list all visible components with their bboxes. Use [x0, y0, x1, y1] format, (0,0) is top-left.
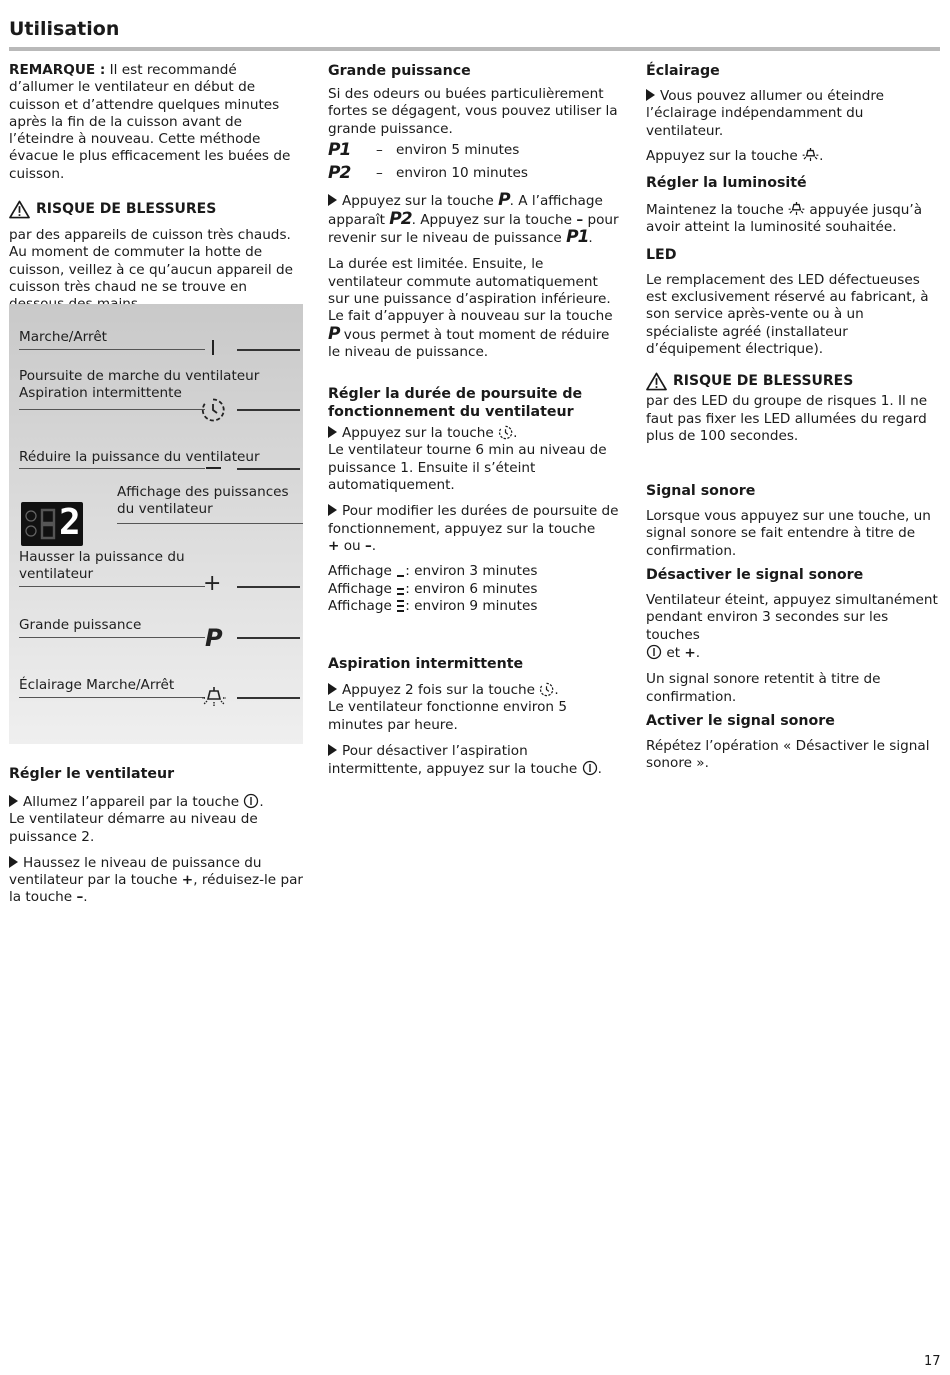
fan-step2-text: Haussez le niveau de puissance du ventilateur par la touche: [9, 854, 262, 889]
text: et: [666, 644, 681, 661]
remark: [9, 62, 305, 183]
minus-key: –: [576, 211, 584, 228]
panel-label-reduce: Réduire la puissance du ventilateur: [19, 449, 260, 465]
panel-label-increase-2: ventilateur: [19, 566, 94, 582]
fan-step-1: [9, 793, 305, 846]
page-number: 17: [924, 1354, 941, 1369]
brightness-title: Régler la luminosité: [646, 175, 807, 192]
runon-step-1: [328, 425, 620, 494]
minus-key: –: [76, 889, 84, 906]
plus-key: +: [328, 537, 340, 554]
p1-text: environ 5 minutes: [396, 141, 520, 158]
leader-line: [19, 409, 205, 410]
power-icon: [212, 340, 214, 355]
interval-step-2: [328, 743, 620, 779]
display-timer-icons: [24, 508, 38, 540]
warning-triangle-icon: [646, 372, 667, 391]
text: Le ventilateur fonctionne environ 5 minutes par heure.: [328, 699, 567, 733]
fan-step2-end: .: [83, 889, 88, 906]
text: Pour désactiver l’aspiration intermittente, appuyez sur la touche: [328, 743, 578, 778]
leader-line: [19, 637, 205, 638]
runon-display-2: [328, 581, 620, 598]
interval-title: Aspiration intermittente: [328, 656, 524, 673]
p2-code: P2: [328, 163, 351, 184]
text: Appuyez sur la touche: [342, 193, 494, 210]
led-title: LED: [646, 246, 677, 263]
power-icon: [243, 793, 259, 809]
boost-p-icon: P: [205, 624, 222, 652]
boost-intro: Si des odeurs ou buées particulièrement fortes se dégagent, vous pouvez utiliser la grande puissance.: [328, 86, 618, 137]
leader-line: [117, 523, 303, 524]
boost-limit: [328, 256, 620, 361]
text: Affichage: [328, 580, 392, 597]
light-step: [646, 88, 940, 140]
power-icon: [582, 760, 598, 776]
remark-text: Il est recommandé d’allumer le ventilateur en début de cuisson et d’attendre quelques minutes après la fin de la cuisson avant de l’éteindre à nouveau. Cette méthode évacue le plus efficacement les buées de cuisson.: [9, 62, 291, 182]
warning-heading: [9, 200, 305, 219]
column-right: [646, 62, 940, 781]
text: Affichage: [328, 597, 392, 614]
warning-text: par des LED du groupe de risques 1. Il ne faut pas fixer les LED allumées du regard plus de 100 secondes.: [646, 393, 928, 444]
fan-step1-end: .: [259, 794, 264, 810]
boost-p-icon: P: [498, 190, 510, 211]
display-ghost-digit: [38, 508, 58, 540]
step-arrow-icon: [328, 683, 337, 695]
minus-key: –: [364, 537, 372, 554]
text: .: [371, 537, 377, 554]
display-bars-2-icon: [396, 582, 405, 596]
column-middle: [328, 62, 620, 788]
text: Le ventilateur tourne 6 min au niveau de puissance 1. Ensuite il s’éteint automatiquement.: [328, 442, 607, 494]
button-line: [237, 697, 300, 699]
p1-code: P1: [328, 139, 351, 160]
warning-triangle-icon: [9, 200, 30, 219]
button-line: [237, 468, 300, 470]
text: .: [597, 761, 602, 778]
text: .: [819, 147, 824, 164]
boost-p-icon: P: [328, 323, 340, 344]
text: . Appuyez sur la touche: [411, 211, 573, 228]
text: Ventilateur éteint, appuyez simultanément pendant environ 3 secondes sur les touches: [646, 592, 938, 643]
sound-off-title: Désactiver le signal sonore: [646, 567, 864, 584]
text: Appuyez 2 fois sur la touche: [342, 682, 536, 699]
fan-step2-text-b: , réduisez-le par la touche: [9, 872, 303, 906]
panel-label-interval: Aspiration intermittente: [19, 385, 182, 401]
runon-display-3: [328, 598, 620, 615]
sound-text: Lorsque vous appuyez sur une touche, un signal sonore se fait entendre à titre de confirmation.: [646, 508, 931, 559]
fan-title: Régler le ventilateur: [9, 766, 175, 782]
text: Vous pouvez allumer ou éteindre l’éclairage indépendamment du ventilateur.: [646, 88, 885, 139]
panel-label-display-2: du ventilateur: [117, 501, 213, 517]
warning-title: RISQUE DE BLESSURES: [673, 373, 854, 390]
leader-line: [19, 468, 205, 469]
display-bars-3-icon: [396, 599, 405, 613]
text: . A l’affichage apparaît: [328, 193, 603, 228]
text: Appuyez sur la touche: [342, 425, 494, 442]
fan-step1-result: Le ventilateur démarre au niveau de puissance 2.: [9, 811, 258, 845]
button-line: [237, 409, 300, 411]
boost-step: [328, 192, 620, 247]
brightness-text: [646, 200, 940, 237]
fan-section: [9, 765, 305, 916]
power-icon: [646, 644, 662, 660]
timer-icon: [498, 425, 513, 440]
fan-level-display: [21, 502, 83, 546]
boost-title: Grande puissance: [328, 63, 471, 79]
panel-label-boost: Grande puissance: [19, 617, 142, 633]
panel-label-light: Éclairage Marche/Arrêt: [19, 677, 175, 693]
step-arrow-icon: [328, 744, 337, 756]
step-arrow-icon: [646, 89, 655, 101]
text: .: [554, 682, 559, 699]
text: ou: [343, 537, 361, 554]
remark-label: REMARQUE :: [9, 62, 106, 78]
warning-heading: [646, 372, 940, 391]
step-arrow-icon: [9, 856, 18, 868]
timer-icon: [539, 682, 554, 697]
boost-p1-row: [328, 139, 620, 160]
sound-off-text: [646, 592, 940, 662]
p2-text: environ 10 minutes: [396, 165, 528, 182]
sound-title: Signal sonore: [646, 483, 756, 500]
step-arrow-icon: [328, 194, 337, 206]
warning-text: par des appareils de cuisson très chauds. Au moment de commuter la hotte de cuisson, veillez à ce qu’aucun appareil de cuisson très chaud ne se trouve en: [9, 227, 293, 295]
text: Pour modifier les durées de poursuite de fonctionnement, appuyez sur la touche: [328, 503, 619, 537]
panel-label-display-1: Affichage des puissances: [117, 484, 289, 500]
column-left: [9, 62, 305, 323]
dash: –: [376, 165, 383, 182]
boost-p2-row: [328, 165, 620, 182]
sound-on-text: Répétez l’opération « Désactiver le signal sonore ».: [646, 737, 930, 772]
sound-on-title: Activer le signal sonore: [646, 712, 835, 729]
leader-line: [19, 349, 205, 350]
text: La durée est limitée. Ensuite, le ventilateur commute automatiquement sur une puissance d’aspiration inférieure. Le fait d’appuyer à nouveau sur la touche: [328, 256, 613, 325]
text: : environ 9 minutes: [405, 597, 538, 614]
interval-step-1: [328, 682, 620, 734]
light-icon: [201, 684, 227, 710]
light-title: Éclairage: [646, 63, 720, 79]
page-title: Utilisation: [9, 18, 120, 40]
leader-line: [19, 697, 205, 698]
led-text: Le remplacement des LED défectueuses est exclusivement réservé au fabricant, à son service après-vente ou à un spécialiste agréé (installateur d’équipement électrique).: [646, 271, 929, 357]
light-press: [646, 146, 940, 165]
runon-display-list: [328, 563, 620, 615]
text: Maintenez la touche: [646, 202, 784, 219]
timer-icon: [200, 397, 226, 423]
fan-step-2: [9, 855, 305, 907]
text: : environ 6 minutes: [405, 580, 538, 597]
text: pour revenir sur le niveau de puissance: [328, 211, 619, 247]
panel-label-on-off: Marche/Arrêt: [19, 329, 108, 345]
runon-title: Régler la durée de poursuite de fonctionnement du ventilateur: [328, 386, 583, 421]
text: .: [513, 425, 518, 442]
minus-icon: [206, 467, 221, 469]
sound-off-confirm: Un signal sonore retentit à titre de confirmation.: [646, 671, 881, 705]
leader-line: [19, 586, 205, 587]
control-panel-diagram: [9, 304, 303, 744]
text: : environ 3 minutes: [405, 563, 538, 580]
step-arrow-icon: [9, 795, 18, 807]
text: appuyée jusqu’à avoir atteint la luminosité souhaitée.: [646, 202, 923, 236]
button-line: [237, 637, 300, 639]
plus-icon: +: [203, 571, 222, 596]
runon-display-1: [328, 563, 620, 580]
p1-code: P1: [566, 227, 589, 248]
title-rule: [9, 47, 940, 51]
button-line: [237, 349, 300, 351]
button-line: [237, 586, 300, 588]
fan-step1-text: Allumez l’appareil par la touche: [23, 794, 240, 810]
warning-title: RISQUE DE BLESSURES: [36, 200, 217, 217]
runon-step-2: [328, 503, 620, 555]
display-digit: 2: [59, 502, 81, 543]
dash: –: [376, 141, 383, 158]
plus-key: +: [684, 644, 696, 661]
step-arrow-icon: [328, 426, 337, 438]
text: .: [695, 644, 701, 661]
text: Appuyez sur la touche: [646, 147, 798, 164]
text: .: [588, 230, 593, 247]
panel-label-increase-1: Hausser la puissance du: [19, 549, 185, 565]
light-icon: [802, 146, 819, 163]
p2-code: P2: [389, 208, 412, 229]
light-icon: [788, 200, 805, 217]
display-bars-1-icon: [396, 564, 405, 578]
text: Affichage: [328, 563, 392, 580]
plus-key: +: [181, 872, 194, 889]
panel-label-runon: Poursuite de marche du ventilateur: [19, 368, 260, 384]
text: vous permet à tout moment de réduire le niveau de puissance.: [328, 326, 610, 360]
step-arrow-icon: [328, 504, 337, 516]
